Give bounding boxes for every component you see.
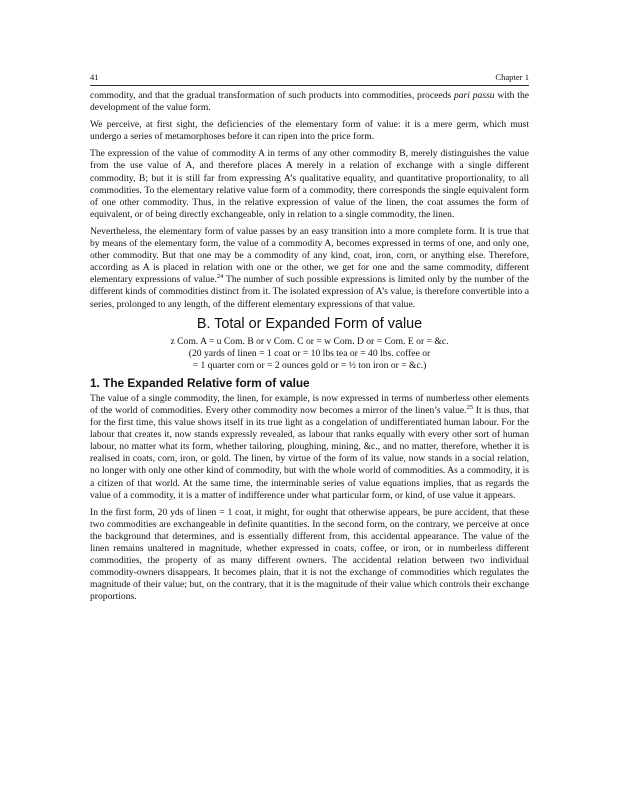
formula-line: = 1 quarter corn or = 2 ounces gold or = ½ ton iron or = &c.) [192,359,427,371]
paragraph: In the first form, 20 yds of linen = 1 coat, it might, for ought that otherwise appears, be pure accident, that these two commodities are exchangeable in definite quantities. In the second form, on the contrary, we perceive at once the background that determines, and is essentially different from, this accidental appearance. The value of the linen remains unaltered in magnitude, whether expressed in coats, coffee, or iron, or in numberless different commodities, the property of as many different owners. The accidental relation between two individual commodity-owners disappears. It becomes plain, that it is not the exchange of commodities which regulates the magnitude of their value; but, on the contrary, that it is the magnitude of their value which controls their exchange proportions. [90,506,529,603]
chapter-label: Chapter 1 [495,72,529,82]
running-header [90,72,529,82]
formula-line: (20 yards of linen = 1 coat or = 10 lbs tea or = 40 lbs. coffee or [188,347,431,359]
footnote-marker: 25 [466,403,474,411]
value-equations [90,336,529,372]
footnote-marker: 24 [216,273,224,281]
subsection-title: 1. The Expanded Relative form of value [90,375,310,390]
header-rule [90,85,529,86]
paragraph: The expression of the value of commodity A in terms of any other commodity B, merely distinguishes the value from the use value of A, and therefore places A merely in a relation of exchange with a single different commodity, B; but it is still far from expressing A’s qualitative equality, and quantitative proportionality, to all commodities. To the elementary relative value form of a commodity, there corresponds the single equivalent form of one other commodity. Thus, in the relative expression of value of the linen, the coat assumes the form of equivalent, or of being directly exchangeable, only in relation to a single commodity, the linen. [90,148,529,220]
paragraph: Nevertheless, the elementary form of value passes by an easy transition into a more complete form. It is true that by means of the elementary form, the value of a commodity A, becomes expressed in terms of one, and only one, other commodity. But that one may be a commodity of any kind, coat, iron, corn, or anything else. Therefore, according as A is placed in relation with one or the other, we get for one and the same commodity, different elementary expressions of value.$^{24}$ The number of such possible expressions is limited only by the number of the different kinds of commodities distinct from it. The isolated expression of A’s value, is therefore convertible into a series, prolonged to any length, of the different elementary expressions of that value. [90,225,529,310]
paragraph: We perceive, at first sight, the deficiencies of the elementary form of value: it is a mere germ, which must undergo a series of metamorphoses before it can ripen into the price form. [90,119,529,143]
page-number: 41 [90,72,99,82]
section-title: B. Total or Expanded Form of value [196,315,423,332]
paragraph: commodity, and that the gradual transformation of such products into commodities, proceeds pari passu with the development of the value form. [90,90,529,114]
paragraph: The value of a single commodity, the linen, for example, is now expressed in terms of numberless other elements of the world of commodities. Every other commodity now becomes a mirror of the linen’s value.$^{25}$ It is thus, that for the first time, this value shows itself in its true light as a congelation of undifferentiated human labour. For the labour that creates it, now stands expressly revealed, as labour that ranks equally with every other sort of human labour, no matter what its form, whether tailoring, ploughing, mining, &c., and no matter, therefore, whether it is realised in coats, corn, iron, or gold. The linen, by virtue of the form of its value, now stands in a social relation, no longer with only one other kind of commodity, but with the whole world of commodities. As a commodity, it is a citizen of that world. At the same time, the interminable series of value equations implies, that as regards the value of a commodity, it is a matter of indifference under what particular form, or kind, of use value it appears. [90,392,529,501]
formula-line: z Com. A = u Com. B or v Com. C or = w Com. D or = Com. E or = &c. [170,335,449,347]
italic-phrase: pari passu [453,90,495,101]
